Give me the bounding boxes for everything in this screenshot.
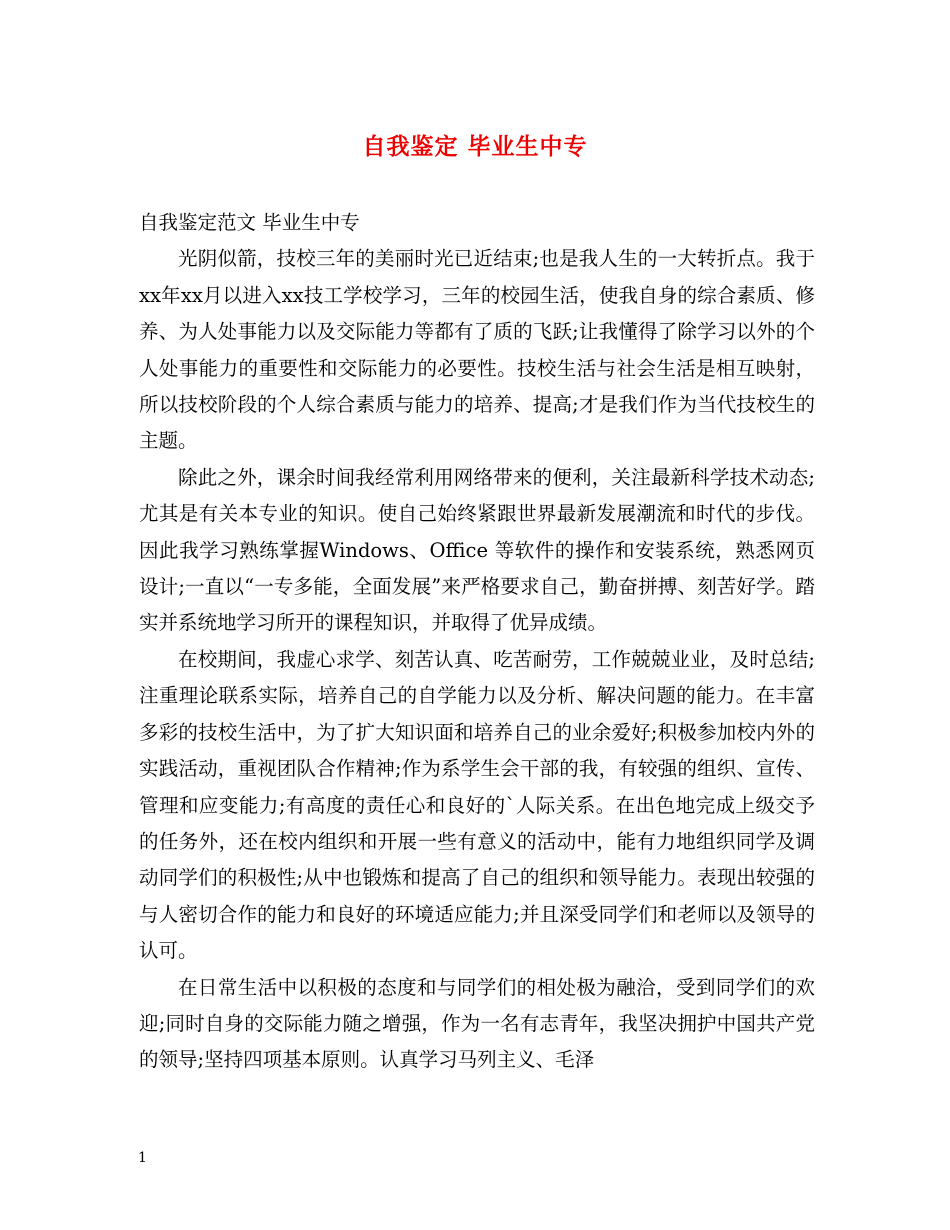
paragraph-1: 光阴似箭，技校三年的美丽时光已近结束;也是我人生的一大转折点。我于xx年xx月以进入xx技工学校学习，三年的校园生活，使我自身的综合素质、修养、为人处事能力以及交际能力等都有了质的飞跃;让我懂得了除学习以外的个人处事能力的重要性和交际能力的必要性。技校生活与社会生活是相互映射，所以技校阶段的个人综合素质与能力的培养、提高;才是我们作为当代技校生的主题。 xyxy=(139,247,815,453)
document-title: 自我鉴定 毕业生中专 xyxy=(362,133,588,160)
paragraph-3: 在校期间，我虚心求学、刻苦认真、吃苦耐劳，工作兢兢业业，及时总结;注重理论联系实际，培养自己的自学能力以及分析、解决问题的能力。在丰富多彩的技校生活中，为了扩大知识面和培养自己的业余爱好;积极参加校内外的实践活动，重视团队合作精神;作为系学生会干部的我，有较强的组织、宣传、管理和应变能力;有高度的责任心和良好的`人际关系。在出色地完成上级交予的任务外，还在校内组织和开展一些有意义的活动中，能有力地组织同学及调动同学们的积极性;从中也锻炼和提高了自己的组织和领导能力。表现出较强的与人密切合作的能力和良好的环境适应能力;并且深受同学们和老师以及领导的认可。 xyxy=(139,647,815,963)
paragraph-2: 除此之外，课余时间我经常利用网络带来的便利，关注最新科学技术动态;尤其是有关本专业的知识。使自己始终紧跟世界最新发展潮流和时代的步伐。因此我学习熟练掌握Windows、Office 等软件的操作和安装系统，熟悉网页设计;一直以“一专多能，全面发展”来严格要求自己，勤奋拼搏、刻苦好学。踏实并系统地学习所开的课程知识，并取得了优异成绩。 xyxy=(139,465,815,635)
document-subtitle: 自我鉴定范文 毕业生中专 xyxy=(139,211,360,234)
paragraph-4: 在日常生活中以积极的态度和与同学们的相处极为融洽，受到同学们的欢迎;同时自身的交际能力随之增强，作为一名有志青年，我坚决拥护中国共产党的领导;坚持四项基本原则。认真学习马列主义、毛泽 xyxy=(139,975,815,1072)
document-body xyxy=(139,205,815,1079)
page-number: 1 xyxy=(138,1150,147,1166)
